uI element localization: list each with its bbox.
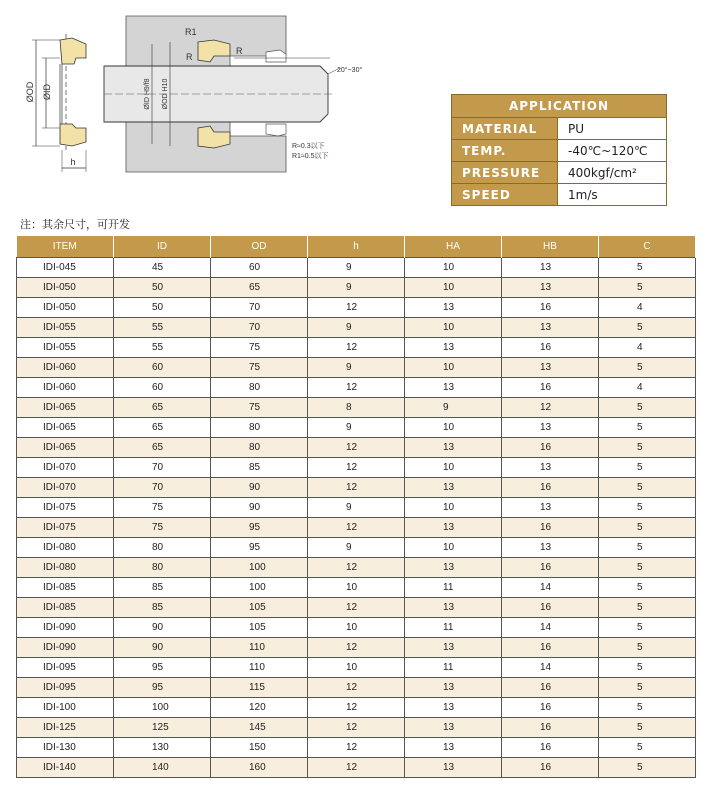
table-cell: 13: [405, 298, 502, 318]
table-cell: IDI-070: [17, 478, 114, 498]
application-key: TEMP.: [452, 140, 558, 162]
table-cell: IDI-100: [17, 698, 114, 718]
table-cell: 12: [308, 438, 405, 458]
table-cell: 90: [211, 478, 308, 498]
application-row-speed: [452, 184, 667, 206]
table-cell: 5: [599, 518, 696, 538]
shaft-od-label: ØOD H10: [162, 78, 169, 110]
table-cell: 85: [211, 458, 308, 478]
table-cell: 80: [114, 538, 211, 558]
table-cell: 12: [308, 478, 405, 498]
table-cell: 13: [405, 678, 502, 698]
application-row-material: [452, 118, 667, 140]
table-cell: 5: [599, 498, 696, 518]
table-cell: 9: [308, 278, 405, 298]
column-header: HB: [502, 236, 599, 258]
table-cell: 80: [114, 558, 211, 578]
table-cell: 13: [502, 418, 599, 438]
table-cell: 13: [405, 718, 502, 738]
table-cell: 5: [599, 258, 696, 278]
table-row: [17, 738, 696, 758]
column-header: ID: [114, 236, 211, 258]
column-header: OD: [211, 236, 308, 258]
table-cell: 13: [405, 478, 502, 498]
table-cell: 13: [405, 438, 502, 458]
table-row: [17, 298, 696, 318]
table-cell: 140: [114, 758, 211, 778]
table-cell: 75: [114, 498, 211, 518]
table-cell: IDI-130: [17, 738, 114, 758]
table-cell: 16: [502, 738, 599, 758]
column-header: HA: [405, 236, 502, 258]
table-cell: 13: [405, 518, 502, 538]
table-cell: 12: [502, 398, 599, 418]
table-row: [17, 498, 696, 518]
table-cell: 16: [502, 598, 599, 618]
column-header: ITEM: [17, 236, 114, 258]
table-cell: 12: [308, 698, 405, 718]
table-row: [17, 378, 696, 398]
table-cell: 70: [211, 298, 308, 318]
table-cell: 65: [211, 278, 308, 298]
table-cell: 16: [502, 298, 599, 318]
table-cell: 10: [405, 538, 502, 558]
table-cell: 110: [211, 638, 308, 658]
table-cell: 13: [405, 338, 502, 358]
table-cell: 16: [502, 378, 599, 398]
table-cell: 16: [502, 338, 599, 358]
table-cell: 65: [114, 438, 211, 458]
table-cell: IDI-070: [17, 458, 114, 478]
table-cell: 13: [405, 698, 502, 718]
table-cell: 105: [211, 618, 308, 638]
table-cell: 55: [114, 338, 211, 358]
table-cell: 11: [405, 578, 502, 598]
table-cell: 4: [599, 378, 696, 398]
table-row: [17, 538, 696, 558]
table-cell: 16: [502, 718, 599, 738]
table-cell: 16: [502, 438, 599, 458]
table-cell: IDI-095: [17, 658, 114, 678]
table-cell: 5: [599, 418, 696, 438]
table-cell: 5: [599, 558, 696, 578]
table-cell: 5: [599, 698, 696, 718]
table-cell: 80: [211, 438, 308, 458]
application-value: 1m/s: [558, 184, 667, 206]
table-cell: 11: [405, 658, 502, 678]
table-cell: 12: [308, 758, 405, 778]
table-cell: 16: [502, 678, 599, 698]
table-cell: 12: [308, 338, 405, 358]
table-cell: 9: [308, 258, 405, 278]
table-cell: 16: [502, 638, 599, 658]
table-cell: 9: [308, 318, 405, 338]
table-cell: 5: [599, 538, 696, 558]
table-cell: 14: [502, 578, 599, 598]
table-cell: IDI-065: [17, 398, 114, 418]
table-cell: IDI-085: [17, 598, 114, 618]
table-cell: 100: [211, 558, 308, 578]
id-dimension-label: ØID: [42, 83, 52, 101]
dimension-note: 注：其余尺寸，可开发: [20, 218, 130, 231]
table-cell: 13: [405, 758, 502, 778]
table-row: [17, 258, 696, 278]
table-cell: 12: [308, 558, 405, 578]
table-cell: 120: [211, 698, 308, 718]
table-cell: 13: [405, 638, 502, 658]
table-cell: 5: [599, 598, 696, 618]
table-cell: 16: [502, 758, 599, 778]
table-cell: 12: [308, 738, 405, 758]
table-cell: IDI-055: [17, 338, 114, 358]
table-cell: 13: [502, 258, 599, 278]
table-cell: 90: [114, 638, 211, 658]
table-cell: 5: [599, 678, 696, 698]
application-value: -40℃~120℃: [558, 140, 667, 162]
table-cell: 100: [114, 698, 211, 718]
table-cell: 4: [599, 298, 696, 318]
table-cell: 10: [405, 418, 502, 438]
table-cell: IDI-080: [17, 538, 114, 558]
application-value: 400kgf/cm²: [558, 162, 667, 184]
table-cell: 125: [114, 718, 211, 738]
table-cell: 5: [599, 478, 696, 498]
h-dimension-label: h: [70, 157, 76, 167]
table-cell: IDI-055: [17, 318, 114, 338]
table-cell: 5: [599, 278, 696, 298]
table-cell: IDI-095: [17, 678, 114, 698]
table-row: [17, 518, 696, 538]
table-cell: 5: [599, 718, 696, 738]
table-cell: 12: [308, 518, 405, 538]
table-cell: 85: [114, 598, 211, 618]
table-cell: 12: [308, 678, 405, 698]
table-cell: IDI-090: [17, 638, 114, 658]
table-cell: 16: [502, 478, 599, 498]
table-cell: 5: [599, 658, 696, 678]
table-cell: 10: [405, 318, 502, 338]
table-row: [17, 418, 696, 438]
table-cell: IDI-090: [17, 618, 114, 638]
table-cell: IDI-060: [17, 358, 114, 378]
application-row-temp: [452, 140, 667, 162]
table-cell: 75: [114, 518, 211, 538]
table-cell: 10: [405, 458, 502, 478]
table-cell: 5: [599, 358, 696, 378]
table-cell: IDI-050: [17, 298, 114, 318]
table-cell: IDI-080: [17, 558, 114, 578]
table-cell: 10: [405, 498, 502, 518]
table-cell: 9: [405, 398, 502, 418]
r-label-top: R: [236, 46, 243, 56]
column-header: C: [599, 236, 696, 258]
table-cell: IDI-045: [17, 258, 114, 278]
table-row: [17, 478, 696, 498]
table-cell: 8: [308, 398, 405, 418]
table-cell: IDI-125: [17, 718, 114, 738]
table-cell: 13: [405, 378, 502, 398]
table-cell: 70: [211, 318, 308, 338]
table-cell: 5: [599, 618, 696, 638]
table-cell: 5: [599, 398, 696, 418]
table-row: [17, 458, 696, 478]
table-row: [17, 558, 696, 578]
table-cell: 13: [502, 538, 599, 558]
table-cell: 90: [114, 618, 211, 638]
table-cell: 13: [502, 318, 599, 338]
table-cell: 145: [211, 718, 308, 738]
table-cell: 160: [211, 758, 308, 778]
table-cell: 115: [211, 678, 308, 698]
table-cell: 95: [211, 518, 308, 538]
table-cell: 4: [599, 338, 696, 358]
table-cell: 16: [502, 518, 599, 538]
table-row: [17, 318, 696, 338]
table-cell: 95: [114, 658, 211, 678]
table-cell: IDI-075: [17, 518, 114, 538]
application-header-row: [452, 95, 667, 118]
table-cell: IDI-075: [17, 498, 114, 518]
table-cell: 12: [308, 458, 405, 478]
table-cell: IDI-085: [17, 578, 114, 598]
table-row: [17, 678, 696, 698]
spec-table-body: [17, 258, 696, 778]
table-cell: 12: [308, 298, 405, 318]
table-cell: 10: [405, 358, 502, 378]
table-row: [17, 638, 696, 658]
table-cell: 85: [114, 578, 211, 598]
table-cell: 65: [114, 398, 211, 418]
table-cell: 14: [502, 658, 599, 678]
table-cell: 95: [211, 538, 308, 558]
table-row: [17, 758, 696, 778]
seal-profile-left: [32, 34, 86, 172]
table-cell: 5: [599, 578, 696, 598]
r1-note: R1≈0.5以下: [292, 153, 329, 160]
table-cell: 9: [308, 498, 405, 518]
table-cell: 5: [599, 438, 696, 458]
table-cell: 9: [308, 418, 405, 438]
shaft-id-label: ØID H9/f8: [144, 78, 151, 110]
table-cell: 5: [599, 758, 696, 778]
table-cell: 5: [599, 458, 696, 478]
table-cell: 12: [308, 378, 405, 398]
r-label-groove: R: [186, 52, 193, 62]
column-header: h: [308, 236, 405, 258]
table-cell: 13: [502, 278, 599, 298]
table-cell: 80: [211, 418, 308, 438]
table-cell: 13: [502, 358, 599, 378]
table-cell: 75: [211, 398, 308, 418]
table-cell: 13: [405, 598, 502, 618]
table-cell: 12: [308, 638, 405, 658]
table-cell: 75: [211, 358, 308, 378]
table-cell: 95: [114, 678, 211, 698]
table-cell: 150: [211, 738, 308, 758]
table-cell: IDI-060: [17, 378, 114, 398]
table-row: [17, 338, 696, 358]
table-cell: 5: [599, 738, 696, 758]
spec-header-row: [17, 236, 696, 258]
table-row: [17, 358, 696, 378]
chamfer-angle-label: 20°~30°: [337, 67, 363, 74]
table-cell: 110: [211, 658, 308, 678]
table-cell: 14: [502, 618, 599, 638]
table-cell: 10: [308, 658, 405, 678]
table-cell: 13: [405, 738, 502, 758]
table-cell: 50: [114, 298, 211, 318]
table-cell: 130: [114, 738, 211, 758]
table-cell: 75: [211, 338, 308, 358]
table-cell: 13: [502, 458, 599, 478]
table-cell: 16: [502, 558, 599, 578]
table-row: [17, 598, 696, 618]
table-cell: 100: [211, 578, 308, 598]
table-row: [17, 278, 696, 298]
table-cell: 55: [114, 318, 211, 338]
table-row: [17, 698, 696, 718]
application-key: SPEED: [452, 184, 558, 206]
table-cell: 80: [211, 378, 308, 398]
table-cell: 60: [114, 378, 211, 398]
table-cell: IDI-140: [17, 758, 114, 778]
table-cell: 65: [114, 418, 211, 438]
table-cell: 5: [599, 318, 696, 338]
table-cell: 10: [405, 278, 502, 298]
table-cell: 10: [308, 618, 405, 638]
table-cell: 90: [211, 498, 308, 518]
table-cell: 70: [114, 478, 211, 498]
table-row: [17, 618, 696, 638]
od-dimension-label: ØOD: [25, 81, 35, 103]
table-cell: 70: [114, 458, 211, 478]
table-cell: 13: [405, 558, 502, 578]
table-row: [17, 718, 696, 738]
table-row: [17, 438, 696, 458]
table-cell: 11: [405, 618, 502, 638]
table-cell: 45: [114, 258, 211, 278]
table-cell: IDI-050: [17, 278, 114, 298]
application-table: [451, 94, 667, 206]
table-cell: 13: [502, 498, 599, 518]
application-key: MATERIAL: [452, 118, 558, 140]
table-cell: 10: [308, 578, 405, 598]
table-cell: 105: [211, 598, 308, 618]
application-value: PU: [558, 118, 667, 140]
table-row: [17, 398, 696, 418]
table-row: [17, 658, 696, 678]
table-cell: 10: [405, 258, 502, 278]
table-cell: 12: [308, 598, 405, 618]
r-note: R≈0.3以下: [292, 143, 325, 150]
table-cell: 9: [308, 358, 405, 378]
table-cell: 60: [211, 258, 308, 278]
table-cell: IDI-065: [17, 438, 114, 458]
table-cell: 5: [599, 638, 696, 658]
application-key: PRESSURE: [452, 162, 558, 184]
table-cell: 16: [502, 698, 599, 718]
spec-table: [16, 236, 696, 778]
application-title: APPLICATION: [452, 95, 667, 118]
application-row-pressure: [452, 162, 667, 184]
table-cell: 12: [308, 718, 405, 738]
table-cell: IDI-065: [17, 418, 114, 438]
r1-label: R1: [185, 27, 197, 37]
table-cell: 50: [114, 278, 211, 298]
table-cell: 60: [114, 358, 211, 378]
table-row: [17, 578, 696, 598]
table-cell: 9: [308, 538, 405, 558]
